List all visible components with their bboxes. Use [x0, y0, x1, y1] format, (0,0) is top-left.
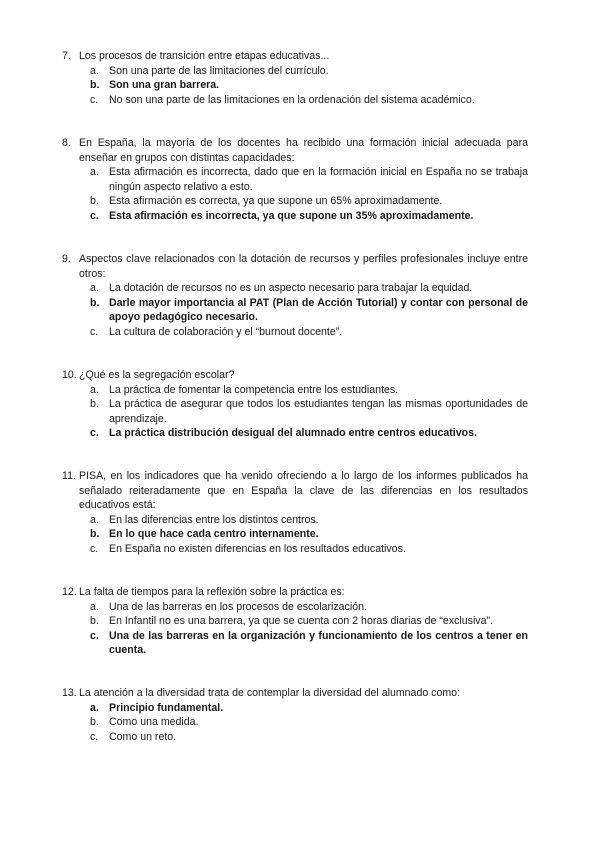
option-a-correct: a. Principio fundamental. [90, 701, 224, 714]
option-c-correct: c. Esta afirmación es incorrecta, ya que supone un 35% aproximadamente. [90, 209, 474, 222]
question-stem [62, 136, 528, 165]
question-text: Los procesos de transición entre etapas educativas... [79, 50, 330, 62]
question-number: 7. [62, 50, 71, 62]
question-text: La falta de tiempos para la reflexión sobre la práctica es: [79, 586, 345, 598]
option-a: a. Una de las barreras en los procesos de escolarización. [90, 600, 367, 613]
option-b: b. En Infantil no es una barrera, ya que se cuenta con 2 horas diarias de “exclusiva”. [90, 615, 493, 627]
option-b: b. Como una medida. [90, 716, 199, 728]
option-c: c. La cultura de colaboración y el “burnout docente”. [90, 325, 343, 338]
question-number: 11. [62, 470, 76, 482]
option-c: c. Como un reto. [90, 730, 177, 743]
option-a: a. Son una parte de las limitaciones del currículo. [90, 64, 329, 77]
question-stem [62, 49, 528, 64]
question-number: 10. [62, 369, 77, 381]
question-text: La atención a la diversidad trata de contemplar la diversidad del alumnado como: [79, 687, 461, 699]
option-b-correct: b. Son una gran barrera. [90, 79, 220, 91]
question-number: 9. [62, 253, 71, 265]
option-b-correct: b. En lo que hace cada centro internamente. [90, 528, 319, 540]
question-stem [62, 368, 528, 383]
question-8 [62, 136, 528, 223]
option-a: a. La práctica de fomentar la competencia entre los estudiantes. [90, 383, 399, 396]
question-text: En España, la mayoría de los docentes ha recibido una formación inicial adecuada para enseñar en grupos con distintas capacidades: [79, 137, 528, 164]
option-b: b. Esta afirmación es correcta, ya que supone un 65% aproximadamente. [90, 195, 443, 207]
question-text: PISA, en los indicadores que ha venido ofreciendo a lo largo de los informes publicados ha señalado reiteradamente que en España la clave de las diferencias en los resultados educativos está: [79, 470, 528, 511]
question-12 [62, 585, 528, 658]
question-7 [62, 49, 528, 107]
option-c-correct: c. Una de las barreras en la organización y funcionamiento de los centros a tener en cuenta. [90, 629, 528, 656]
option-c-correct: c. La práctica distribución desigual del alumnado entre centros educativos. [90, 427, 477, 439]
option-c: c. No son una parte de las limitaciones en la ordenación del sistema académico. [90, 93, 475, 106]
question-number: 12. [62, 586, 77, 598]
question-stem [62, 252, 528, 281]
option-a: a. Esta afirmación es incorrecta, dado que en la formación inicial en España no se trabaja ningún aspecto relativo a esto. [90, 166, 528, 193]
option-c: c. En España no existen diferencias en los resultados educativos. [90, 542, 406, 555]
question-text: Aspectos clave relacionados con la dotación de recursos y perfiles profesionales incluye entre otros: [79, 253, 528, 280]
option-a: a. La dotación de recursos no es un aspecto necesario para trabajar la equidad. [90, 282, 473, 294]
option-b-correct: b. Darle mayor importancia al PAT (Plan de Acción Tutorial) y contar con personal de apoyo pedagógico necesario. [90, 296, 528, 323]
question-10 [62, 368, 528, 441]
question-number: 13. [62, 687, 77, 699]
question-11 [62, 469, 528, 556]
question-stem [62, 585, 528, 600]
question-number: 8. [62, 137, 71, 149]
option-a: a. En las diferencias entre los distintos centros. [90, 513, 319, 526]
question-stem [62, 469, 528, 513]
question-text: ¿Qué es la segregación escolar? [79, 369, 235, 381]
option-b: b. La práctica de asegurar que todos los estudiantes tengan las mismas oportunidades de aprendizaje. [90, 398, 528, 425]
question-13 [62, 686, 528, 744]
question-9 [62, 252, 528, 339]
question-stem [62, 686, 528, 701]
